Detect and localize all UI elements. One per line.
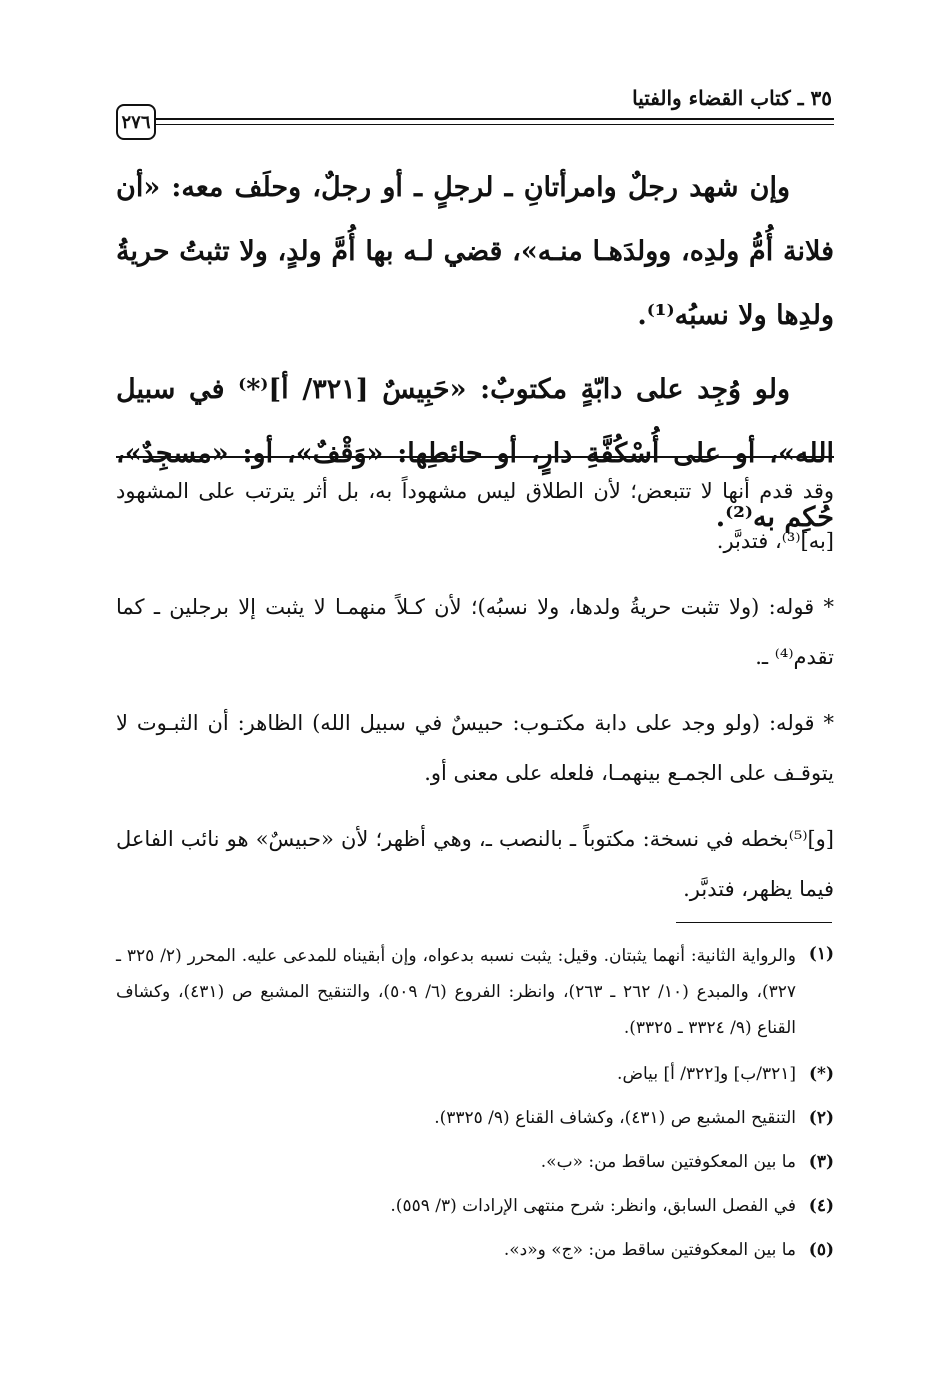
- footnote-text: التنقيح المشبع ص (٤٣١)، وكشاف القناع (٩/ ٣٣٢٥).: [434, 1108, 796, 1128]
- footnote-number: (*): [809, 1064, 834, 1084]
- footnote: [116, 1102, 834, 1134]
- footnote-text: [٣٢١/ب] و[٣٢٢/ أ] بياض.: [617, 1064, 796, 1084]
- footnote-number: (٤): [808, 1196, 834, 1216]
- commentary-paragraph: [و]⁽⁵⁾بخطه في نسخة: مكتوباً ـ بالنصب ـ، وهي أظهر؛ لأن «حبيسٌ» هو نائب الفاعل فيما يظهر، فتدبَّر.: [116, 827, 834, 901]
- footnote-number: (٣): [808, 1152, 834, 1172]
- text-separator-rule: [116, 456, 834, 458]
- page-number: ٢٧٦: [116, 104, 156, 140]
- main-paragraph: وإن شهد رجلٌ وامرأتانِ ـ لرجلٍ ـ أو رجلٌ، وحلَف معه: «أن فلانة أُمُّ ولدِه، وولدَهـا منـه»، قضي لـه بها أُمَّ ولدٍ، ولا تثبتُ حريةُ ولدِها ولا نسبُه⁽¹⁾.: [116, 172, 834, 331]
- footnotes: [116, 938, 834, 1278]
- main-paragraph: ولو وُجِد على دابّةٍ مكتوبٌ: «حَبِيسٌ [٣٢١/ أ]⁽*⁾ في سبيل الله»، أو على أُسْكُفَّةِ دارٍ، أو حائطِها: «وَقْفٌ»، أو: «مسجِدٌ»، حُكِم به⁽²⁾.: [116, 374, 834, 533]
- footnote: [116, 1146, 834, 1178]
- running-title: ٣٥ ـ كتاب القضاء والفتيا: [632, 86, 832, 110]
- footnote-text: ما بين المعكوفتين ساقط من: «ب».: [540, 1152, 796, 1172]
- footnote-number: (١): [808, 944, 834, 964]
- footnote: [116, 1190, 834, 1222]
- header-rule: [152, 118, 834, 120]
- footnote-text: في الفصل السابق، وانظر: شرح منتهى الإرادات (٣/ ٥٥٩).: [390, 1196, 796, 1216]
- footnote-number: (٢): [808, 1108, 834, 1128]
- commentary-paragraph: وقد قدم أنها لا تتبعض؛ لأن الطلاق ليس مشهوداً به، بل أثر يترتب على المشهود [به]⁽³⁾، فتدبَّر.: [116, 479, 834, 553]
- commentary-paragraph: * قوله: (ولا تثبت حريةُ ولدها، ولا نسبُه)؛ لأن كـلاً منهمـا لا يثبت إلا برجلين ـ كما تقدم⁽⁴⁾ ـ.: [116, 595, 834, 669]
- footnote-rule: [676, 922, 832, 923]
- footnote-text: ما بين المعكوفتين ساقط من: «ج» و«د».: [503, 1240, 796, 1260]
- footnote: [116, 938, 834, 1046]
- footnote-number: (٥): [808, 1240, 834, 1260]
- commentary-paragraph: * قوله: (ولو وجد على دابة مكتـوب: حبيسٌ في سبيل الله) الظاهر: أن الثبـوت لا يتوقـف على الجمـع بينهمـا، فلعله على معنى أو.: [116, 711, 834, 785]
- commentary: [116, 466, 834, 930]
- header-rule-thin: [152, 124, 834, 125]
- footnote: [116, 1234, 834, 1266]
- footnote-text: والرواية الثانية: أنهما يثبتان. وقيل: يثبت نسبه بدعواه، وإن أبقيناه للمدعى عليه. المحرر (٢/ ٣٢٥ ـ ٣٢٧)، والمبدع (١٠/ ٢٦٢ ـ ٢٦٣)، وانظر: الفروع (٦/ ٥٠٩)، والتنقيح المشبع ص (٤٣١)، وكشاف القناع (٩/ ٣٣٢٤ ـ ٣٣٢٥).: [116, 946, 797, 1038]
- footnote: [116, 1058, 834, 1090]
